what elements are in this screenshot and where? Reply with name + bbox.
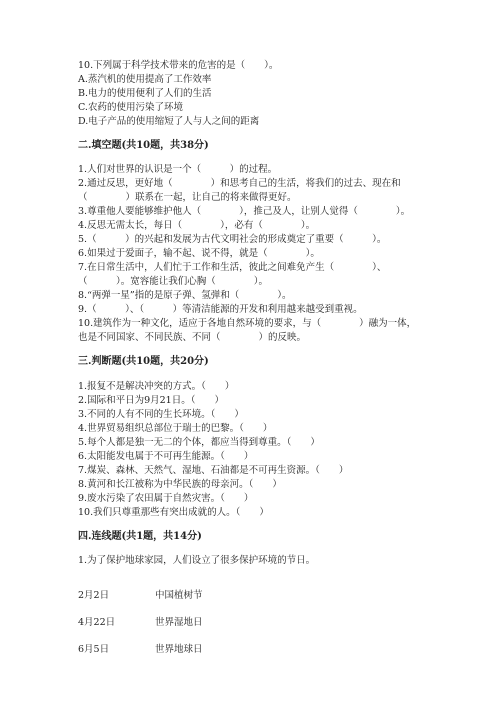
judge-question-5: 5.每个人都是独一无二的个体，都应当得到尊重。（ ） [78, 437, 320, 448]
fill-question-10: 10.建筑作为一种文化，适应于各地自然环境的要求，与（ ）融为一体， [78, 318, 417, 329]
judge-question-2: 2.国际和平日为9月21日。（ ） [78, 395, 224, 406]
fill-question-5: 5.（ ）的兴起和发展为古代文明社会的形成奠定了重要（ ）。 [78, 234, 387, 245]
judge-question-8: 8.黄河和长江被称为中华民族的母亲河。（ ） [78, 479, 282, 490]
option-c: C.农药的使用污染了环境 [78, 102, 183, 113]
fill-question-6: 6.如果过于爱面子，输不起、说不得，就是（ ）。 [78, 248, 320, 259]
fill-question-2-cont: （ ）联系在一起，让自己的将来做得更好。 [78, 192, 297, 203]
match-festival-3: 世界地球日 [155, 644, 203, 655]
judge-question-3: 3.不同的人有不同的生长环境。（ ） [78, 409, 244, 420]
fill-question-4: 4.反思无需太长，每日（ ），必有（ ）。 [78, 220, 316, 231]
match-festival-1: 中国植树节 [155, 590, 203, 601]
fill-question-1: 1.人们对世界的认识是一个（ ）的过程。 [78, 164, 278, 175]
matching-question: 1.为了保护地球家园，人们设立了很多保护环境的节日。 [78, 555, 316, 566]
match-date-2: 4月22日 [78, 617, 116, 628]
fill-question-2: 2.通过反思，更好地（ ）和思考自己的生活，将我们的过去、现在和 [78, 178, 401, 189]
section-4-title: 四.连线题(共1题，共14分) [78, 531, 202, 542]
fill-question-10-cont: 也是不同国家、不同民族、不同（ ）的反映。 [78, 332, 307, 343]
fill-question-8: 8.“两弹一星”指的是原子弹、氢弹和（ ）。 [78, 290, 292, 301]
option-b: B.电力的使用便利了人们的生活 [78, 88, 212, 99]
match-date-3: 6月5日 [78, 644, 110, 655]
option-d: D.电子产品的使用缩短了人与人之间的距离 [78, 116, 260, 127]
section-3-title: 三.判断题(共10题，共20分) [78, 356, 209, 367]
judge-question-10: 10.我们只尊重那些有突出成就的人。（ ） [78, 507, 269, 518]
judge-question-4: 4.世界贸易组织总部位于瑞士的巴黎。（ ） [78, 423, 273, 434]
option-a: A.蒸汽机的使用提高了工作效率 [78, 74, 212, 85]
judge-question-9: 9.废水污染了农田属于自然灾害。（ ） [78, 493, 254, 504]
judge-question-6: 6.太阳能发电属于不可再生能源。（ ） [78, 451, 254, 462]
match-date-1: 2月2日 [78, 590, 110, 601]
fill-question-3: 3.尊重他人要能够维护他人（ ），推己及人，让别人觉得（ ）。 [78, 206, 411, 217]
judge-question-7: 7.煤炭、森林、天然气、湿地、石油都是不可再生资源。（ ） [78, 465, 349, 476]
match-festival-2: 世界湿地日 [155, 617, 203, 628]
fill-question-7-cont: （ ）。宽容能让我们心胸（ ）。 [78, 276, 269, 287]
section-2-title: 二.填空题(共10题，共38分) [78, 140, 209, 151]
question-10-stem: 10.下列属于科学技术带来的危害的是（ ）。 [78, 60, 279, 71]
fill-question-9: 9.（ ）、（ ）等清洁能源的开发和利用越来越受到重视。 [78, 304, 363, 315]
fill-question-7: 7.在日常生活中，人们忙于工作和生活，彼此之间难免产生（ ）、 [78, 262, 387, 273]
judge-question-1: 1.报复不是解决冲突的方式。（ ） [78, 381, 235, 392]
